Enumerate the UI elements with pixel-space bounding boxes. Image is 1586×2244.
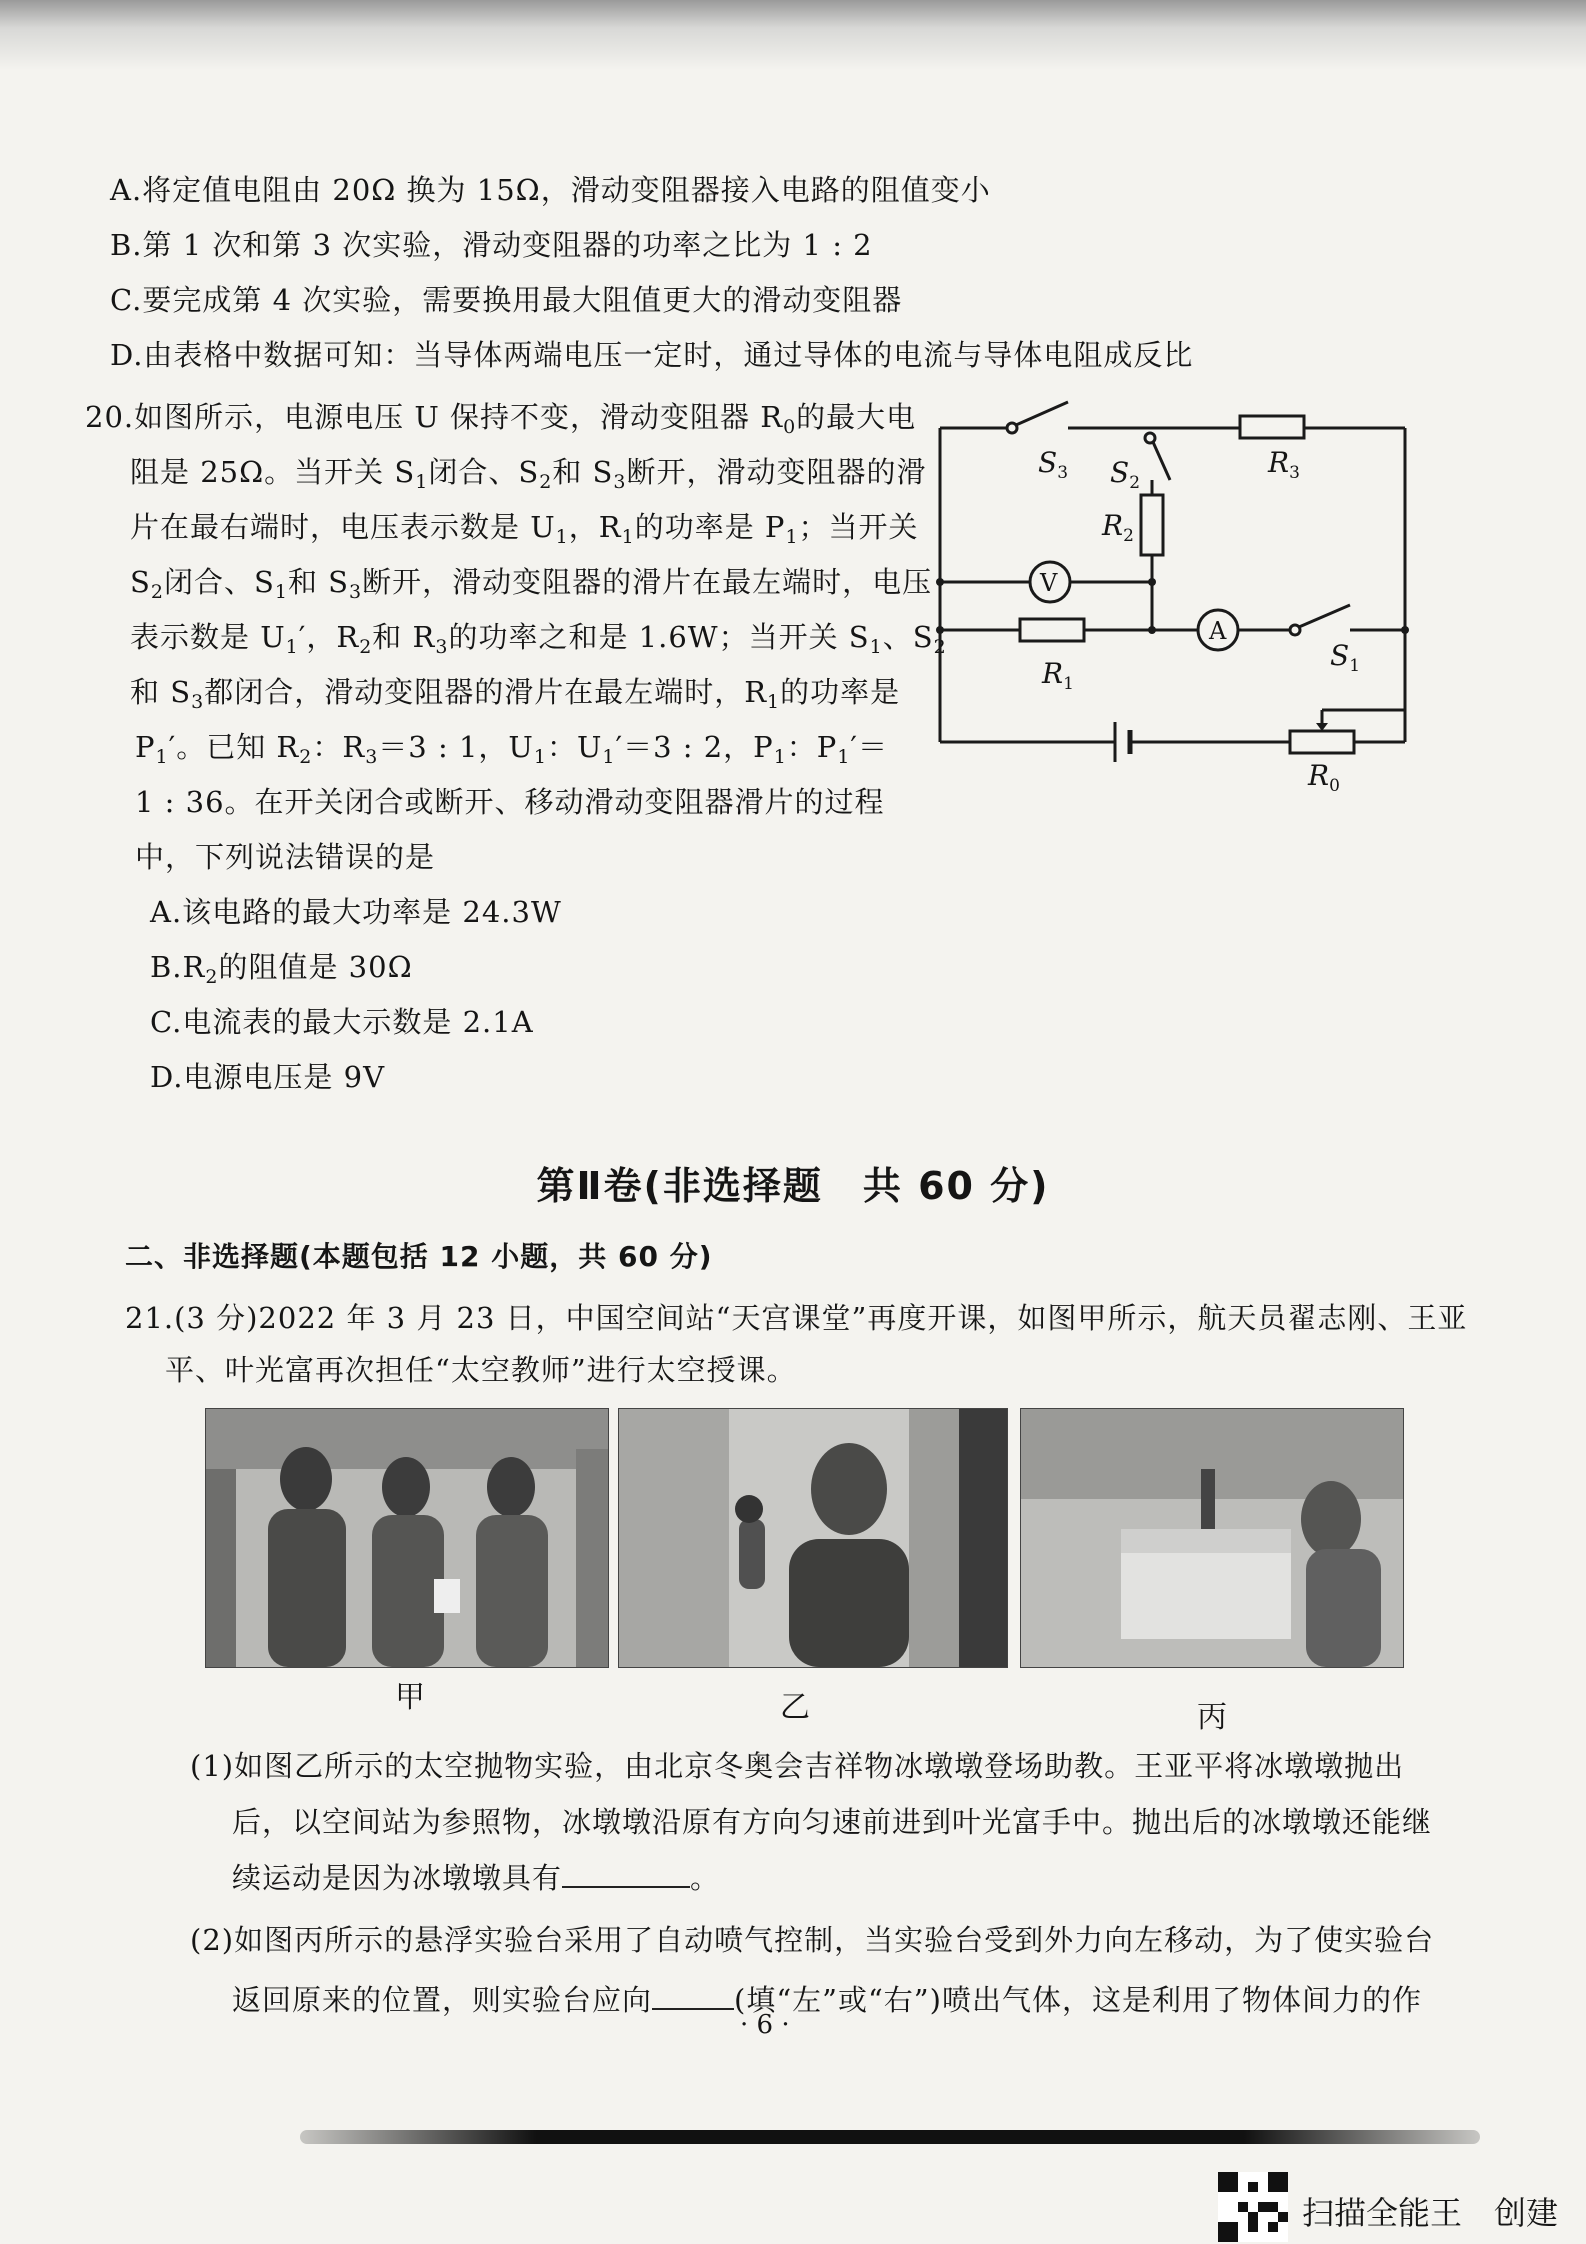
- q20-option-a: A.该电路的最大功率是 24.3W: [150, 895, 562, 929]
- q21-part1-line-1: (1)如图乙所示的太空抛物实验，由北京冬奥会吉祥物冰墩墩登场助教。王亚平将冰墩墩抛出: [190, 1749, 1405, 1783]
- answer-blank-2[interactable]: [652, 2008, 734, 2010]
- label-s3: $S_3$: [1038, 446, 1069, 483]
- label-r0: $R_0$: [1308, 759, 1340, 796]
- q19-option-d: D.由表格中数据可知：当导体两端电压一定时，通过导体的电流与导体电阻成反比: [110, 338, 1194, 372]
- part-two-heading: 二、非选择题(本题包括 12 小题，共 60 分): [125, 1240, 713, 1273]
- q20-line-2: 阻是 25Ω。当开关 $S_1$闭合、$S_2$和 $S_3$断开，滑动变阻器的滑: [130, 455, 927, 493]
- label-r3: $R_3$: [1268, 446, 1300, 483]
- q21-part1-line-3: 续运动是因为冰墩墩具有 。: [232, 1861, 721, 1895]
- answer-blank-1[interactable]: [562, 1886, 690, 1888]
- q20-line-6: 和 $S_3$都闭合，滑动变阻器的滑片在最左端时，$R_1$的功率是: [130, 675, 901, 713]
- q20-option-d: D.电源电压是 9V: [150, 1060, 386, 1094]
- q19-option-a: A.将定值电阻由 20Ω 换为 15Ω，滑动变阻器接入电路的阻值变小: [110, 173, 991, 207]
- scanner-watermark: 扫描全能王 创建: [1302, 2194, 1559, 2232]
- label-s2: $S_2$: [1110, 456, 1141, 493]
- q20-line-8: 1 : 36。在开关闭合或断开、移动滑动变阻器滑片的过程: [135, 785, 885, 819]
- caption-jia: 甲: [395, 1680, 425, 1715]
- q19-option-c: C.要完成第 4 次实验，需要换用最大阻值更大的滑动变阻器: [110, 283, 903, 317]
- q21-part2-line-2: 返回原来的位置，则实验台应向 (填“左”或“右”)喷出气体，这是利用了物体间力的作: [232, 1983, 1422, 2017]
- caption-yi: 乙: [780, 1690, 810, 1725]
- q20-line-7: $P_1'$。已知 $R_2$：$R_3=3$ : 1，$U_1$：$U_1'=3$ : 2，$P_1$：$P_1'=$: [135, 730, 888, 768]
- q20-line-4: $S_2$闭合、$S_1$和 $S_3$断开，滑动变阻器的滑片在最左端时，电压: [130, 565, 933, 603]
- label-r2: $R_2$: [1102, 509, 1134, 546]
- q20-line-5: 表示数是 $U_1'$，$R_2$和 $R_3$的功率之和是 1.6W；当开关 $S_1$、$S_2$: [130, 620, 947, 658]
- q21-line-2: 平、叶光富再次担任“太空教师”进行太空授课。: [165, 1353, 797, 1387]
- caption-bing: 丙: [1197, 1700, 1227, 1735]
- q20-line-1: 20.如图所示，电源电压 U 保持不变，滑动变阻器 $R_0$的最大电: [85, 400, 917, 438]
- q21-line-1: 21.(3 分)2022 年 3 月 23 日，中国空间站“天宫课堂”再度开课，如图甲所示，航天员翟志刚、王亚: [125, 1301, 1468, 1335]
- q19-option-b: B.第 1 次和第 3 次实验，滑动变阻器的功率之比为 1 : 2: [110, 228, 873, 262]
- photo-yi: [618, 1408, 1008, 1668]
- scan-shadow: [0, 0, 1586, 70]
- section-title: 第Ⅱ卷(非选择题 共 60 分): [536, 1164, 1050, 1208]
- q20-option-b: $B.R_2$的阻值是 30Ω: [150, 950, 413, 988]
- label-r1: $R_1$: [1042, 657, 1074, 694]
- photo-bing: [1020, 1408, 1404, 1668]
- q20-line-3: 片在最右端时，电压表示数是 $U_1$，$R_1$的功率是 $P_1$；当开关: [130, 510, 919, 548]
- q21-part1-line-2: 后，以空间站为参照物，冰墩墩沿原有方向匀速前进到叶光富手中。抛出后的冰墩墩还能继: [232, 1805, 1433, 1839]
- label-s1: $S_1$: [1330, 639, 1361, 676]
- photo-jia: [205, 1408, 609, 1668]
- ammeter-symbol: A: [1209, 617, 1227, 645]
- q20-option-c: C.电流表的最大示数是 2.1A: [150, 1005, 534, 1039]
- q20-line-9: 中，下列说法错误的是: [135, 840, 436, 874]
- scan-edge: [300, 2130, 1480, 2144]
- q21-part2-line-1: (2)如图丙所示的悬浮实验台采用了自动喷气控制，当实验台受到外力向左移动，为了使实验台: [190, 1923, 1435, 1957]
- qr-code-icon: [1218, 2172, 1288, 2242]
- voltmeter-symbol: V: [1040, 569, 1058, 597]
- page-number: · 6 ·: [740, 2010, 790, 2040]
- circuit-diagram: [920, 380, 1440, 800]
